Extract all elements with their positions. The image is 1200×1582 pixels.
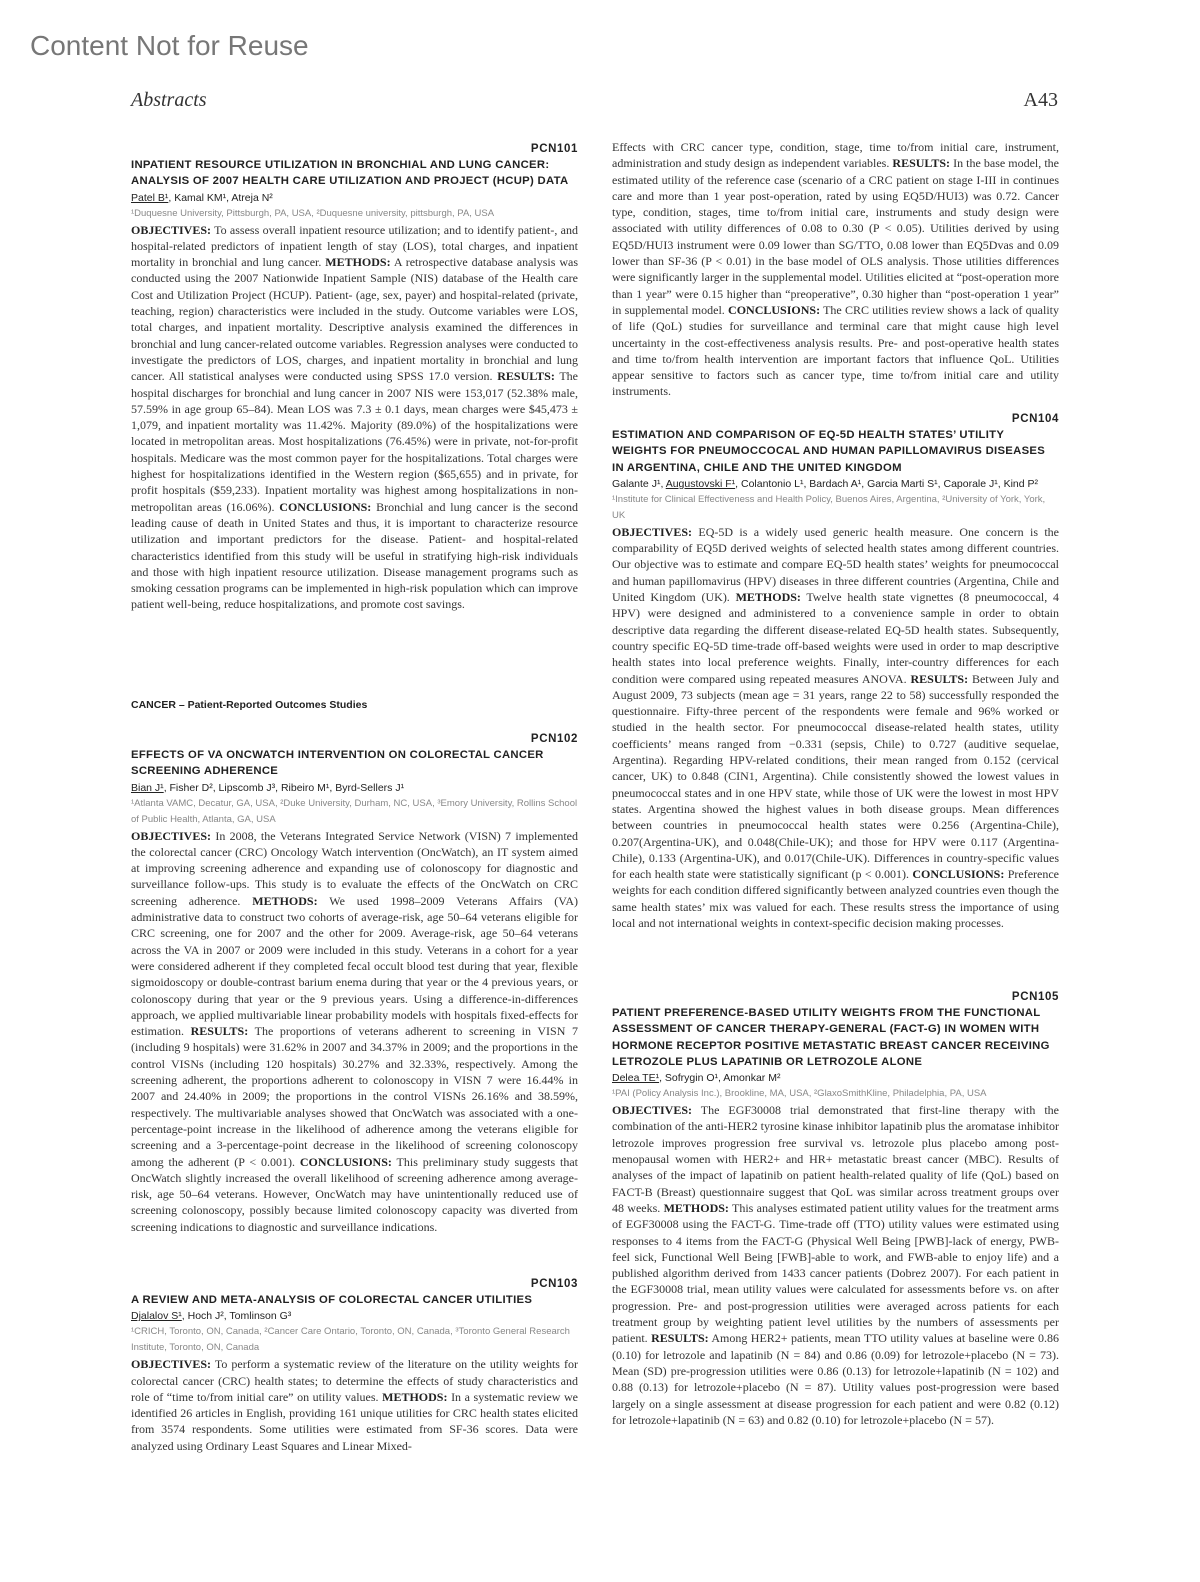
section-label: RESULTS: (190, 1024, 249, 1039)
presenting-author: Augustovski F¹ (665, 477, 736, 490)
section-label: RESULTS: (910, 671, 969, 686)
section-text: This preliminary study suggests that OncWatch slightly increased the overall likelihood of screening adherence among average-risk, age 50–64 veterans. However, OncWatch may have unintentionally reduced use of screening colonoscopy, possibly because limited colonoscopy capacity was diverted from screening indications to diagnostic and surveillance indications. (131, 1154, 579, 1234)
section-label: CONCLUSIONS: (299, 1154, 392, 1169)
running-header-section: Abstracts (131, 89, 207, 111)
abstract-pcn105 (612, 989, 1059, 1428)
abstract-body (131, 1356, 578, 1454)
section-text: Between July and August 2009, 73 subjects (mean age = 31 years, range 22 to 58) successfully responded the questionnaire. Fifty-three percent of the respondents were female and 96% worked or studied in the health sector. For pneumococcal disease-related health states, utility coefficients’ means ranged from −0.331 (sepsis, Chile) to 0.727 (auditive sequelae, Argentina). Regarding HPV-related conditions, their mean ranged from 0.152 (cervical cancer, UK) to 0.848 (CIN1, Argentina). Chile consistently showed the lowest values in pneumococcal states and in one HPV state, while those of UK were the lowest in most HPV states. Argentina showed the highest values in both disease groups. Mean differences between countries in pneumococcal health states were 0.256 (Argentina-Chile), 0.207(Argentina-UK), and 0.048(Chile-UK); and those for HPV were 0.117 (Argentina-Chile), 0.133 (Argentina-UK), and 0.017(Chile-UK). Differences in country-specific values for each health state were statistically significant (p < 0.001). (612, 671, 1060, 882)
watermark: Content Not for Reuse (30, 30, 309, 61)
author-list (612, 1070, 1059, 1086)
section-text: A retrospective database analysis was conducted using the 2007 Nationwide Inpatient Sample (NIS) database of the Health care Cost and Utilization Project (HCUP). Patient- (age, sex, payer) and hospital-related (private, teaching, region) characteristics were included in the study. Outcome variables were LOS, total charges, and inpatient mortality. Descriptive analysis examined the differences in bronchial and lung cancer-related outcome variables. Regression analyses were conducted to investigate the predictors of LOS, charges, and inpatient mortality in bronchial and lung cancer. All statistical analyses were conducted using SPSS 17.0 version. (131, 255, 578, 384)
abstract-pcn104 (612, 411, 1059, 931)
abstract-pcn103-continued (612, 139, 1059, 400)
abstract-code: PCN104 (1011, 413, 1059, 425)
authors-after: , Sofrygin O¹, Amonkar M² (659, 1072, 781, 1085)
section-label: METHODS: (252, 893, 318, 908)
section-label: OBJECTIVES: (131, 1357, 212, 1372)
section-label: OBJECTIVES: (612, 1103, 693, 1118)
section-label: CONCLUSIONS: (912, 867, 1005, 882)
section-label: METHODS: (735, 590, 801, 605)
authors-after: , Fisher D², Lipscomb J³, Ribeiro M¹, Byrd-Sellers J¹ (163, 781, 405, 794)
section-label: RESULTS: (892, 156, 951, 171)
abstract-body (131, 828, 578, 1235)
abstract-code: PCN101 (530, 143, 578, 155)
section-text: We used 1998–2009 Veterans Affairs (VA) administrative data to construct two cohorts of average-risk, age 50–64 veterans eligible for CRC screening, one for 2007 and the other for 2009. Average-risk, age 50–64 veterans across the VA in 2007 or 2009 were included in this study. Veterans in a cohort for a year were considered adherent if they completed fecal occult blood test during that year, flexible sigmoidoscopy or double-contrast barium enema during that year or the 4 previous years, or colonoscopy during that year or the 9 previous years. Using a difference-in-differences approach, we applied multivariable linear probability models with hospitals fixed-effects for estimation. (131, 893, 579, 1039)
section-text: The proportions of veterans adherent to screening in VISN 7 (including 9 hospitals) were 31.62% in 2007 and 34.37% in 2009; and the proportions in the control VISNs (including 120 hospitals) 30.27% and 32.33%, respectively. Among the screening adherent, the proportions adherent to colonoscopy in VISN 7 were 16.44% in 2007 and 24.40% in 2009; the proportions in the control VISNs 26.16% and 38.59%, respectively. The multivariable analyses showed that OncWatch was associated with a one-percentage-point increase in the likelihood of adherence among the veterans eligible for screening and a 3-percentage-point decrease in the likelihood of screening colonoscopy among the adherent (P < 0.001). (131, 1024, 578, 1169)
abstract-body (612, 524, 1059, 931)
author-list (131, 780, 578, 796)
section-label: CONCLUSIONS: (728, 302, 821, 317)
abstract-code: PCN105 (1011, 991, 1059, 1003)
section-label: METHODS: (663, 1200, 729, 1215)
section-text: Effects with CRC cancer type, condition, stage, time to/from initial care, instrument, administration and study design as independent variables. (612, 140, 1059, 171)
authors-after: , Hoch J², Tomlinson G³ (181, 1310, 292, 1323)
abstract-title: A REVIEW AND META-ANALYSIS OF COLORECTAL CANCER UTILITIES (131, 1294, 533, 1306)
section-label: METHODS: (325, 255, 391, 270)
abstract-code: PCN103 (530, 1278, 578, 1290)
abstract-pcn102 (131, 731, 578, 1235)
section-label: METHODS: (382, 1389, 448, 1404)
section-text: The EGF30008 trial demonstrated that first-line therapy with the combination of the anti-HER2 tyrosine kinase inhibitor lapatinib plus the aromatase inhibitor letrozole improves progression free survival vs. letrozole plus placebo among post-menopausal women with HER2+ and HR+ metastatic breast cancer (MBC). Results of analyses of the impact of lapatinib on patient health-related quality of life (QoL) based on FACT-B (Breast) questionnaire suggest that QoL was similar across treatment groups over 48 weeks. (612, 1103, 1059, 1215)
presenting-author: Delea TE¹ (612, 1072, 660, 1085)
affiliations: ¹Institute for Clinical Effectiveness and Health Policy, Buenos Aires, Argentina, ²University of York, York, UK (612, 493, 1046, 521)
abstract-code: PCN102 (530, 733, 578, 745)
authors-after: , Kamal KM¹, Atreja N² (168, 191, 273, 204)
section-text: The CRC utilities review shows a lack of quality of life (QoL) studies for surveillance and terminal care that might cause high level uncertainty in the cost-effectiveness analysis results. Pre- and post-operative health states and time to/from health intervention are important factors that influence QoL. Utilities appear sensitive to factors such as cancer type, time to/from initial care and utility instruments. (612, 302, 1059, 399)
section-label: OBJECTIVES: (131, 828, 212, 843)
section-label: CONCLUSIONS: (279, 499, 372, 514)
section-label: RESULTS: (497, 369, 555, 384)
section-text: In the base model, the estimated utility of the reference case (scenario of a CRC patient on stage I-III in continues care and more than 1 year post-operation, rated by using EQ5D/HUI3) was 0.72. Cancer type, condition, stages, time to/from initial care, instruments and study design were associated with utility differences of 0.08 to 0.30 (P < 0.05). Utilities derived by using EQ5D/HUI3 instrument were 0.09 lower than SG/TTO, 0.08 lower than EQ5Dvas and 0.09 lower than SF-36 (P < 0.01) in the base model of OLS analysis. Those utilities differences were significantly larger in the supplemental model. Utilities elicited at “post-operation more than 1 year” were 0.15 higher than “preoperative”, 0.30 higher than “post-operation 1 year” in supplemental model. (612, 156, 1059, 317)
section-label: OBJECTIVES: (612, 524, 693, 539)
section-text: EQ-5D is a widely used generic health measure. One concern is the comparability of EQ5D derived weights of selected health states among different countries. Our objective was to estimate and compare EQ-5D health states’ weights for pneumococcal and human papillomavirus (HPV) diseases in three different countries (Argentina, Chile and United Kingdom (UK). (612, 524, 1059, 605)
section-text: The hospital discharges for bronchial and lung cancer in 2007 NIS were 153,017 (52.38% male, 57.59% in age group 65–84). Mean LOS was 7.3 ± 0.1 days, mean charges were $45,473 ± 1,079, and inpatient mortality was 11.42%. Majority (89.0%) of the hospitalizations were located in metropolitan areas. Most hospitalizations (76.45%) were in private, not-for-profit hospitals. Medicare was the most common payer for the hospitalizations. Total charges were highest for hospitalizations identified in the Western region ($65,655) and in private, for profit hospitals ($59,233). Inpatient mortality was highest among hospitalizations in non-metropolitan areas (16.06%). (131, 369, 578, 514)
abstract-title: INPATIENT RESOURCE UTILIZATION IN BRONCHIAL AND LUNG CANCER: ANALYSIS OF 2007 HEALTH CARE UTILIZATION AND PROJECT (HCUP) DATA (131, 159, 569, 188)
section-heading: CANCER – Patient-Reported Outcomes Studies (131, 699, 368, 711)
section-text: In 2008, the Veterans Integrated Service Network (VISN) 7 implemented the colorectal cancer (CRC) Oncology Watch intervention (OncWatch), an IT system aimed at improving screening adherence and expanding use of colonoscopy for diagnostic and surveillance follow-ups. This study is to evaluate the effects of the OncWatch on CRC screening adherence. (131, 828, 578, 908)
section-text: To perform a systematic review of the literature on the utility weights for colorectal cancer (CRC) health states; to determine the effects of study characteristics and role of “time to/from initial care” on utility values. (131, 1357, 578, 1404)
section-text: This analyses estimated patient utility values for the treatment arms of EGF30008 using the FACT-G. Time-trade off (TTO) utility values were estimated using responses to 4 items from the FACT-G (Physical Well Being [PWB]-lack of energy, PWB-feel sick, Functional Well Being [FWB]-able to work, and FWB-able to enjoy life) and a published algorithm derived from 1433 cancer patients (Dobrez 2007). For each patient in the EGF30008 trial, mean utility values were calculated for assessments before vs. on after progression. Pre- and post-progression utilities were averaged across patients for each treatment group by weighting patient level utilities by the numbers of assessments per patient. (612, 1200, 1059, 1346)
presenting-author: Patel B¹ (131, 191, 169, 204)
section-text: Among HER2+ patients, mean TTO utility values at baseline were 0.86 (0.10) for letrozole and lapatinib (N = 84) and 0.86 (0.09) for letrozole+placebo (N = 73). Mean (SD) pre-progression utilities were 0.86 (0.13) for letrozole+lapatinib (N = 102) and 0.88 (0.13) for letrozole+placebo (N = 87). Utility values post-progression were based largely on a single assessment at disease progression for each patient and were 0.82 (0.12) for letrozole+lapatinib (N = 63) and 0.82 (0.10) for letrozole+placebo (N = 57). (612, 1331, 1059, 1427)
page-number: A43 (1023, 89, 1058, 111)
section-text: Twelve health state vignettes (8 pneumococcal, 4 HPV) were designed and administered to a convenience sample in order to obtain descriptive data regarding the different disease-related EQ-5D health states. Subsequently, country specific EQ-5D time-trade off-based weights were used in order to map descriptive health states into local preference weights. Finally, inter-country differences for each condition were compared using repeated measures ANOVA. (612, 590, 1059, 686)
author-list (131, 1308, 578, 1324)
section-text: Preference weights for each condition differed significantly between analyzed countries even though the same health states’ mix was valued for each. These results stress the importance of using local and not international weights in context-specific decision making processes. (612, 867, 1060, 931)
section-label: RESULTS: (651, 1331, 709, 1346)
abstract-pcn101 (131, 141, 578, 613)
abstract-body (612, 139, 1059, 400)
abstract-title: PATIENT PREFERENCE-BASED UTILITY WEIGHTS FROM THE FUNCTIONAL ASSESSMENT OF CANCER THERAPY-GENERAL (FACT-G) IN WOMEN WITH HORMONE RECEPTOR POSITIVE METASTATIC BREAST CANCER RECEIVING LETROZOLE PLUS LAPATINIB OR LETROZOLE ALONE (612, 1007, 1050, 1068)
affiliations: ¹Atlanta VAMC, Decatur, GA, USA, ²Duke University, Durham, NC, USA, ³Emory University, Rollins School of Public Health, Atlanta, GA, USA (131, 797, 578, 825)
section-text: To assess overall inpatient resource utilization; and to identify patient-, and hospital-related predictors of inpatient length of stay (LOS), total charges, and inpatient mortality in bronchial and lung cancer. (131, 222, 578, 270)
presenting-author: Djalalov S¹ (131, 1310, 182, 1323)
abstract-body (612, 1102, 1059, 1428)
affiliations: ¹Duquesne University, Pittsburgh, PA, USA, ²Duquesne university, pittsburgh, PA, USA (131, 207, 495, 219)
section-label: OBJECTIVES: (131, 222, 212, 237)
affiliations: ¹PAI (Policy Analysis Inc.), Brookline, MA, USA, ²GlaxoSmithKline, Philadelphia, PA, USA (612, 1088, 987, 1100)
section-text: Bronchial and lung cancer is the second leading cause of death in United States and thus, it is important to characterize resource utilization and important predictors for the disease. Patient- and hospital-related characteristics identified from this study will be useful in stratifying high-risk individuals and those with high inpatient resource utilization. Disease management programs such as smoking cessation programs can be implemented in high-risk population which can improve patient well-being, reduce hospitalizations, and promote cost savings. (131, 499, 578, 612)
abstract-title: EFFECTS OF VA ONCWATCH INTERVENTION ON COLORECTAL CANCER SCREENING ADHERENCE (131, 749, 544, 778)
authors-after: , Colantonio L¹, Bardach A¹, Garcia Marti S¹, Caporale J¹, Kind P² (735, 477, 1039, 490)
authors-before: Galante J¹, (612, 477, 666, 490)
author-list (612, 476, 1059, 492)
abstract-title: ESTIMATION AND COMPARISON OF EQ-5D HEALTH STATES’ UTILITY WEIGHTS FOR PNEUMOCCOCAL AND HUMAN PAPILLOMAVIRUS DISEASES IN ARGENTINA, CHILE AND THE UNITED KINGDOM (612, 429, 1046, 474)
presenting-author: Bian J¹ (131, 781, 164, 794)
abstract-pcn103 (131, 1276, 578, 1454)
author-list (131, 190, 578, 206)
abstract-body (131, 222, 578, 613)
section-text: In a systematic review we identified 26 articles in English, providing 161 unique utilities for CRC health states elicited from 3574 respondents. Some utilities were estimated from SF-36 scores. Data were analyzed using Ordinary Least Squares and Linear Mixed- (131, 1389, 578, 1453)
affiliations: ¹CRICH, Toronto, ON, Canada, ²Cancer Care Ontario, Toronto, ON, Canada, ³Toronto General Research Institute, Toronto, ON, Canada (131, 1326, 570, 1354)
